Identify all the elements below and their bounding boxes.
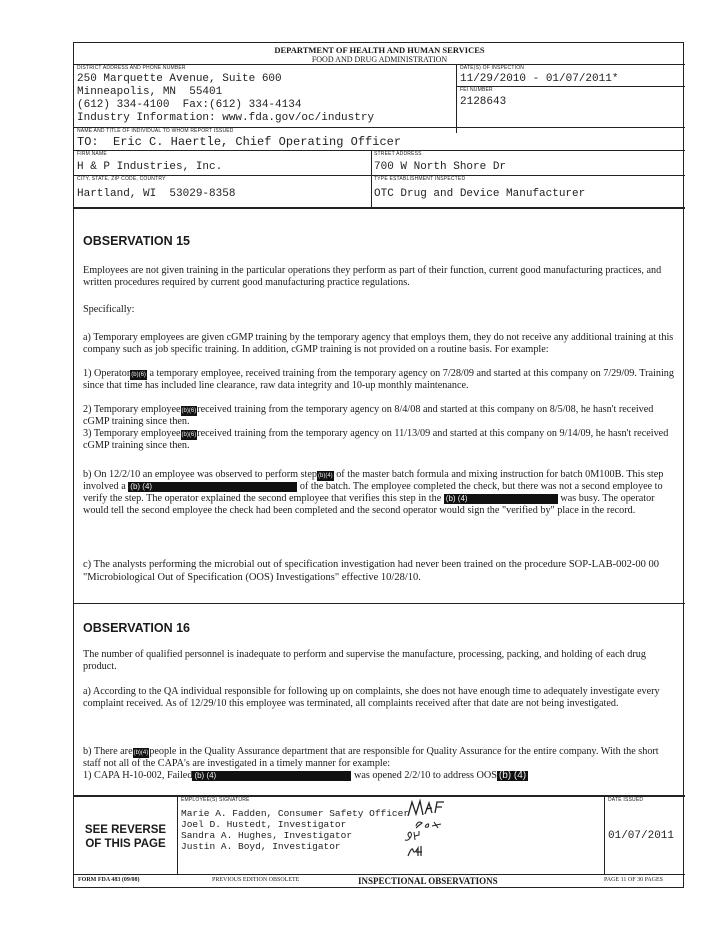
obs16-item-b: b) There are(b)(4)people in the Quality Assurance department that are responsible for Quality Assurance for the entire company. With the short staff not all of the CAPA's are investigated in a timely manner for example: — [83, 746, 659, 769]
firm-name-label: FIRM NAME — [77, 151, 107, 157]
redaction-box: (b)(4) — [133, 750, 149, 756]
establishment-type-label: TYPE ESTABLISHMENT INSPECTED — [374, 176, 466, 182]
obs15-item-c: c) The analysts performing the microbial out of specification investigation had never been trained on the procedure SOP-LAB-002-00 00 "Microbiological Out of Specification (OOS) Investigations" effective 10/28/10. — [83, 559, 659, 583]
obs15-item-a2: 2) Temporary employee(b)(6)received training from the temporary agency on 8/4/08 and started at this company on 8/5/08, he hasn't received cGMP training since then. — [83, 404, 654, 427]
redaction-box: (b)(6) — [131, 372, 146, 378]
date-issued: 01/07/2011 — [608, 830, 675, 842]
district-address1: 250 Marquette Avenue, Suite 600 — [77, 73, 282, 85]
redaction-box: (b)(6) — [181, 432, 197, 438]
see-reverse-note: SEE REVERSE OF THIS PAGE — [84, 824, 167, 850]
district-phone: (612) 334-4100 Fax:(612) 334-4134 — [77, 99, 302, 111]
report-to: TO: Eric C. Haertle, Chief Operating Officer — [77, 135, 402, 149]
form-number: FORM FDA 483 (09/08) — [78, 877, 140, 883]
district-address2: Minneapolis, MN 55401 — [77, 86, 223, 98]
district-label: DISTRICT ADDRESS AND PHONE NUMBER — [77, 65, 186, 71]
agency-heading: FOOD AND DRUG ADMINISTRATION — [311, 55, 448, 64]
fei-number: 2128643 — [460, 96, 507, 108]
obs15-specifically: Specifically: — [83, 304, 135, 315]
fda-483-form — [73, 42, 684, 888]
inspection-dates: 11/29/2010 - 01/07/2011* — [460, 73, 619, 85]
obs15-item-a1: 1) Operator(b)(6) a temporary employee, received training from the temporary agency on 7/28/09 and started at this company on 7/29/09. Training since that time has included line clearance, raw data integrity and 10-up monthly maintenance. — [83, 368, 674, 391]
city-state-zip: Hartland, WI 53029-8358 — [77, 188, 236, 200]
redaction-box: (b) (4) — [192, 771, 351, 781]
obs16-intro: The number of qualified personnel is inadequate to perform and supervise the manufacture, processing, packing, and holding of each drug product. — [83, 649, 646, 672]
city-label: CITY, STATE, ZIP CODE, COUNTRY — [77, 176, 166, 182]
redaction-box: (b)(4) — [317, 473, 333, 479]
observation-16-title: OBSERVATION 16 — [83, 621, 190, 635]
obs16-item-b1: 1) CAPA H-10-002, Failed (b) (4) was opened 2/2/10 to address OOS (b) (4) — [83, 770, 527, 781]
firm-name: H & P Industries, Inc. — [77, 161, 223, 173]
street-address: 700 W North Shore Dr — [374, 161, 507, 173]
industry-info: Industry Information: www.fda.gov/oc/industry — [77, 112, 375, 124]
form-title: INSPECTIONAL OBSERVATIONS — [358, 876, 498, 886]
signature-4: Justin A. Boyd, Investigator — [181, 841, 341, 852]
obs15-item-b: b) On 12/2/10 an employee was observed to perform step(b)(4) of the master batch formula and mixing instruction for batch 0M100B. This step involved a (b) (4) of the batch. The employee completed the check, but there was not a second employee to verify the step. The operator explained the second employee that verifies this step in the (b) (4) was busy. The operator would tell the second employee the check had been completed and the second operator would sign the "verified by" place in the record. — [83, 469, 664, 516]
observation-15-title: OBSERVATION 15 — [83, 234, 190, 248]
signature-2: Joel D. Hustedt, Investigator — [181, 819, 347, 830]
obs15-item-a3: 3) Temporary employee(b)(6)received training from the temporary agency on 11/13/09 and started at this company on 9/14/09, he hasn't received cGMP training since then. — [83, 428, 669, 451]
report-to-label: NAME AND TITLE OF INDIVIDUAL TO WHOM REPORT ISSUED — [77, 128, 234, 134]
redaction-box: (b)(6) — [181, 408, 197, 414]
obs16-item-a: a) According to the QA individual responsible for following up on complaints, she does not have enough time to adequately investigate every complaint received. As of 12/29/10 this employee was terminated, all complaints received after that date are not being investigated. — [83, 686, 660, 709]
signature-3: Sandra A. Hughes, Investigator — [181, 830, 353, 841]
redaction-box: (b) (4) — [128, 482, 297, 492]
obs15-item-a-intro: a) Temporary employees are given cGMP training by the temporary agency that employs them, they do not receive any additional training at this company such as job specific training. In addition, cGMP training is not provided on a routine basis. For example: — [83, 332, 674, 355]
handwritten-initials — [404, 798, 464, 858]
fei-label: FEI NUMBER — [460, 87, 493, 93]
street-label: STREET ADDRESS — [374, 151, 422, 157]
signature-1: Marie A. Fadden, Consumer Safety Officer — [181, 808, 410, 819]
obs15-intro: Employees are not given training in the particular operations they perform as part of their function, current good manufacturing practices, and written procedures required by current good manufacturing practice regulations. — [83, 265, 662, 288]
date-issued-label: DATE ISSUED — [608, 797, 644, 803]
department-heading: DEPARTMENT OF HEALTH AND HUMAN SERVICES — [274, 45, 485, 55]
establishment-type: OTC Drug and Device Manufacturer — [374, 188, 586, 200]
inspection-dates-label: DATE(S) OF INSPECTION — [460, 65, 525, 71]
previous-edition: PREVIOUS EDITION OBSOLETE — [212, 877, 300, 883]
signature-label: EMPLOYEE(S) SIGNATURE — [181, 797, 250, 803]
redaction-box: (b) (4) — [444, 494, 558, 504]
page-number: PAGE 11 OF 30 PAGES — [604, 877, 664, 883]
redaction-box: (b) (4) — [498, 770, 527, 781]
